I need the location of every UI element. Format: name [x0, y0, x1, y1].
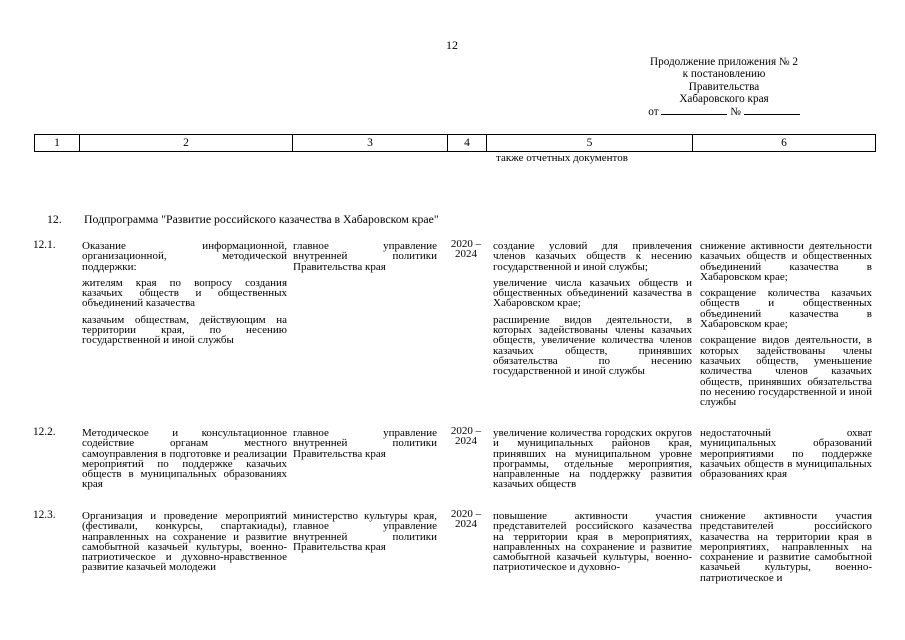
result-text: увеличение числа казачьих обществ и общественных объединений казачества в Хабаровском крае;: [493, 276, 692, 310]
consequences-cell: [700, 241, 872, 413]
period-cell: 2020 – 2024: [450, 238, 482, 261]
executor-cell: министерство культуры края, главное управление внутренней политики Правительства края: [293, 510, 437, 553]
results-cell: [493, 428, 692, 490]
number-label: №: [730, 105, 741, 118]
row-number: 12.2.: [33, 426, 56, 438]
row-number: 12.3.: [33, 509, 56, 521]
approval-line-2: к постановлению: [682, 68, 766, 81]
section-number: 12.: [47, 212, 62, 226]
activity-text: Методическое и консультационное содействие органам местного самоуправления в подготовке и реализации мероприятий по поддержке казачьих обществ в муниципальных образованиях края: [82, 427, 287, 491]
approval-line-1: Продолжение приложения № 2: [650, 56, 798, 68]
result-text: расширение видов деятельности, в которых задействованы члены казачьих обществ, увеличение количества членов казачьих обществ, принявших обязательства по несению государственной и иной службы: [493, 313, 692, 378]
approval-date-number-line: [636, 106, 812, 118]
row-number: 12.1.: [33, 239, 56, 251]
executor-cell: главное управление внутренней политики Правительства края: [293, 427, 437, 460]
number-blank: [744, 114, 800, 115]
from-label: от: [648, 105, 659, 118]
column-header: 4: [448, 135, 487, 152]
activity-cell: [82, 241, 287, 352]
consequence-text: недостаточный охват муниципальных образований мероприятиями по поддержке казачьих обществ в муниципальных образованиях края: [700, 427, 872, 481]
column-header: 5: [487, 135, 693, 152]
consequence-text: снижение активности деятельности казачьих обществ и общественных объединений казачества в Хабаровском крае;: [700, 240, 872, 283]
activity-text: Оказание информационной, организационной, методической поддержки:: [82, 240, 287, 273]
approval-block: [636, 56, 812, 118]
date-blank: [661, 114, 727, 115]
page-number: 12: [446, 38, 458, 52]
column-header: 3: [293, 135, 448, 152]
result-text: создание условий для привлечения членов казачьих обществ к несению государственной и иной службы;: [493, 240, 692, 273]
activity-text: казачьим обществам, действующим на территории края, по несению государственной и иной службы: [82, 313, 287, 347]
period-cell: 2020 – 2024: [450, 425, 482, 448]
column-header-row: [35, 135, 876, 152]
consequence-text: сокращение видов деятельности, в которых задействованы члены казачьих обществ, уменьшение количества членов казачьих обществ, принявших обязательства по несению государственной и иной службы: [700, 334, 872, 409]
consequence-text: снижение активности участия представителей российского казачества на территории края в мероприятиях, направленных на сохранение и развитие самобытной казачьей культуры, военно-патриотическое и: [700, 510, 872, 584]
activity-cell: [82, 428, 287, 490]
executor-cell: главное управление внутренней политики Правительства края: [293, 240, 437, 273]
result-text: повышение активности участия представителей российского казачества на территории края в мероприятиях, направленных на сохранение и развитие самобытной казачьей культуры, военно-патриотическое и духовно-: [493, 510, 692, 574]
approval-line-4: Хабаровского края: [679, 93, 769, 106]
results-cell: [493, 511, 692, 573]
carryover-text: также отчетных документов: [496, 152, 628, 164]
column-header: 2: [80, 135, 293, 152]
column-header-table: [34, 134, 876, 152]
section-title: Подпрограмма "Развитие российского казачества в Хабаровском крае": [84, 212, 439, 226]
activity-text: Организация и проведение мероприятий (фестивали, конкурсы, спартакиады), направленных на сохранение и развитие самобытной казачьей культуры, военно-патриотическое и духовно-нравственное развитие казачьей молодежи: [82, 510, 287, 574]
activity-text: жителям края по вопросу создания казачьих обществ и общественных объединений казачества: [82, 276, 287, 310]
result-text: увеличение количества городских округов и муниципальных районов края, принявших на муниципальном уровне программы, отдельные мероприятия, направленные на поддержку развития казачьих обществ: [493, 427, 692, 491]
period-cell: 2020 – 2024: [450, 508, 482, 531]
activity-cell: [82, 511, 287, 573]
column-header: 1: [35, 135, 80, 152]
approval-line-3: Правительства: [688, 80, 760, 93]
consequences-cell: [700, 428, 872, 479]
results-cell: [493, 241, 692, 383]
consequence-text: сокращение количества казачьих обществ и общественных объединений казачества в Хабаровском крае;: [700, 287, 872, 331]
consequences-cell: [700, 511, 872, 583]
column-header: 6: [693, 135, 876, 152]
